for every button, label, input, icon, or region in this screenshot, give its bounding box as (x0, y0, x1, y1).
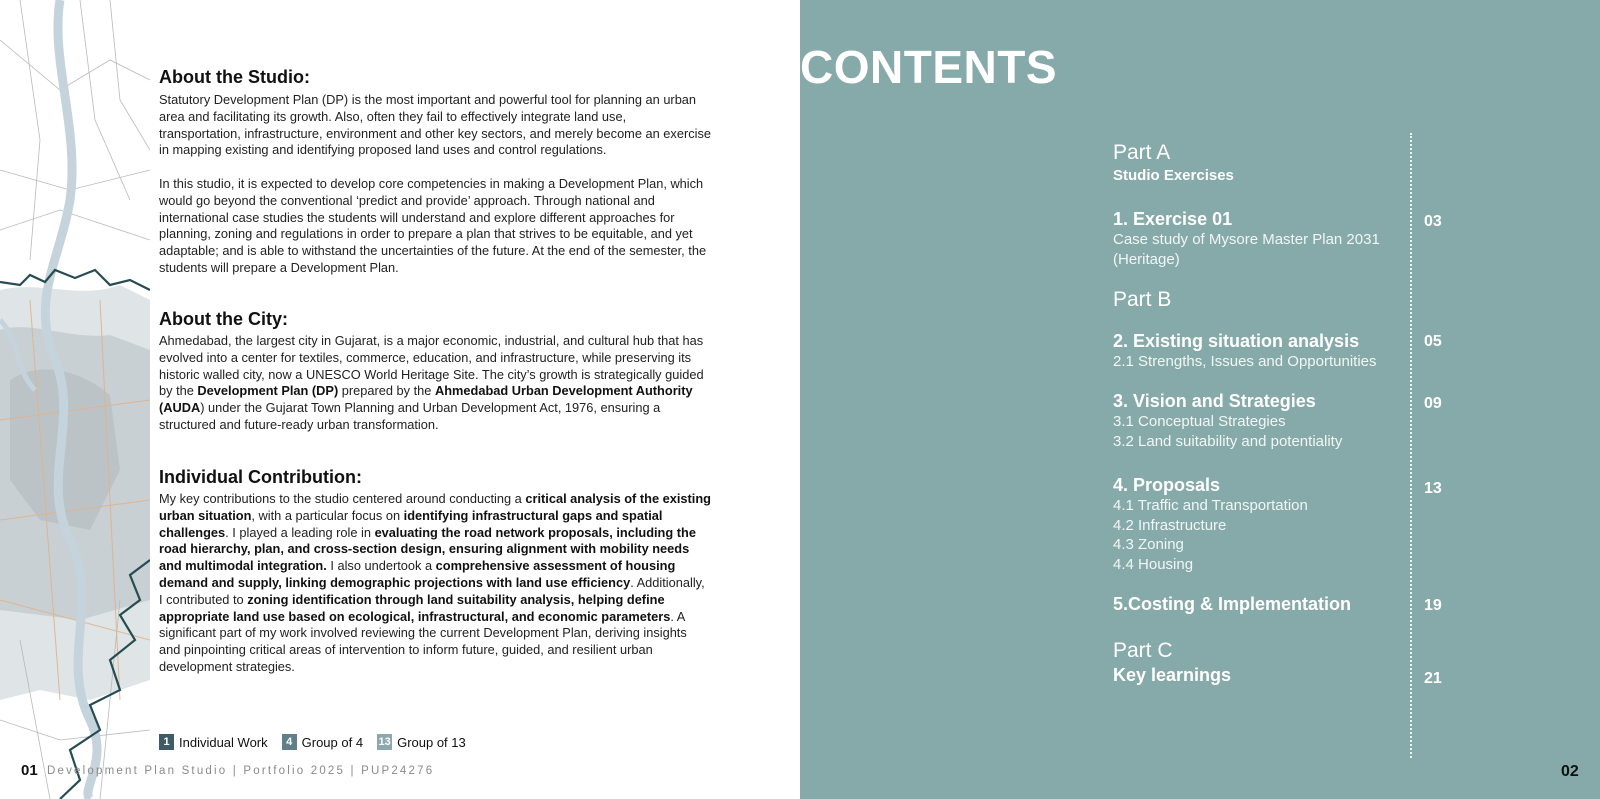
footer-caption: Development Plan Studio | Portfolio 2025 | PUP24276 (47, 765, 435, 777)
contribution-segment-6: I also undertook a (326, 558, 436, 574)
toc-proposals-sub-2: 4.2 Infrastructure (1113, 516, 1227, 534)
city-segment-2: prepared by the (338, 383, 435, 399)
contribution-segment-8: . Additionally, I contributed to (159, 574, 705, 607)
toc-entry-costing[interactable] (1113, 593, 1351, 615)
legend-label-group-4: Group of 4 (301, 734, 364, 750)
ahmedabad-map-graphic (0, 0, 150, 799)
left-page-number: 01 (21, 762, 38, 779)
contribution-segment-9: zoning identification through land suitability analysis, helping define appropriate land use based on ecological, infrastructural, and economic parameters (159, 591, 671, 624)
toc-part-c[interactable] (1113, 638, 1231, 686)
legend-item-group-13 (377, 734, 466, 750)
toc-costing-title: 5.Costing & Implementation (1113, 594, 1352, 614)
right-page-number: 02 (1561, 763, 1579, 780)
toc-existing-sub-1: 2.1 Strengths, Issues and Opportunities (1113, 353, 1377, 370)
toc-existing-title: 2. Existing situation analysis (1113, 331, 1360, 351)
contribution-segment-2: , with a particular focus on (251, 507, 404, 523)
city-segment-1: Development Plan (DP) (197, 383, 339, 399)
contribution-segment-3: identifying infrastructural gaps and spatial challenges (159, 507, 663, 540)
toc-exercise-sub-2: (Heritage) (1113, 250, 1180, 268)
about-studio-paragraph-1: Statutory Development Plan (DP) is the most important and powerful tool for planning an urban area and facilitating its growth. Also, often they fail to effectively integrate land use, transportation, infrastructure, environment and other key sectors, and merely become an exercise in mapping existing and identifying proposed land uses and control regulations. (159, 92, 711, 158)
toc-exercise-sub-1: Case study of Mysore Master Plan 2031 (1113, 231, 1380, 248)
toc-existing-page: 05 (1424, 333, 1442, 350)
about-city-heading: About the City: (159, 309, 288, 329)
contribution-segment-7: comprehensive assessment of housing demand and supply, linking demographic projections with land use efficiency (159, 558, 676, 590)
toc-proposals-sub-4: 4.4 Housing (1113, 555, 1194, 573)
about-city-paragraph (159, 333, 711, 434)
toc-vision-sub-1: 3.1 Conceptual Strategies (1113, 413, 1286, 430)
toc-exercise-page: 03 (1424, 213, 1442, 230)
toc-proposals-title: 4. Proposals (1113, 475, 1221, 495)
toc-part-b (1113, 287, 1171, 313)
legend-label-individual: Individual Work (179, 734, 268, 750)
about-studio-paragraph-2: In this studio, it is expected to develop core competencies in making a Development Plan, which would go beyond the conventional ‘predict and provide’ approach. Through national and international case studies the students will understand and explore different approaches for planning, zoning and regulations in order to prepare a plan that strives to be equitable, and yet adaptable; and is able to withstand the uncertainties of the future. At the end of the semester, the students will prepare a Development Plan. (159, 176, 707, 275)
toc-vision-title: 3. Vision and Strategies (1113, 391, 1316, 411)
legend-badge-group-13: 13 (378, 736, 391, 748)
about-studio-heading: About the Studio: (159, 67, 310, 87)
city-segment-0: Ahmedabad, the largest city in Gujarat, is a major economic, industrial, and cultural hub that has evolved into a center for textiles, commerce, education, and infrastructure, while preserving its historic walled city, now a UNESCO World Heritage Site. The city’s growth is strategically guided by the (159, 333, 704, 399)
toc-entry-vision[interactable] (1113, 390, 1342, 451)
toc-part-b-label: Part B (1113, 288, 1172, 311)
city-segment-3: Ahmedabad Urban Development Authority (AUDA (159, 383, 693, 416)
toc-proposals-sub-1: 4.1 Traffic and Transportation (1113, 497, 1308, 514)
toc-proposals-sub-3: 4.3 Zoning (1113, 536, 1184, 553)
toc-part-a-subtitle: Studio Exercises (1113, 167, 1234, 184)
legend-badge-group-4: 4 (282, 734, 297, 750)
toc-proposals-page: 13 (1424, 480, 1442, 497)
toc-entry-proposals[interactable] (1113, 474, 1308, 574)
toc-exercise-title: 1. Exercise 01 (1113, 209, 1233, 229)
city-map-strip (0, 0, 150, 799)
contribution-segment-10: . A significant part of my work involved reviewing the current Development Plan, deriving insights and pinpointing critical areas of intervention to inform future, guided, and resilient urban development strategies. (159, 608, 687, 674)
toc-part-a-label: Part A (1113, 141, 1171, 164)
individual-contribution-heading: Individual Contribution: (159, 467, 362, 487)
toc-entry-exercise[interactable] (1113, 208, 1380, 269)
toc-part-c-subtitle: Key learnings (1113, 665, 1232, 685)
legend-badge-individual: 1 (159, 734, 174, 750)
legend-label-group-13: Group of 13 (397, 734, 466, 750)
toc-vision-page: 09 (1424, 395, 1442, 412)
toc-part-c-label: Part C (1113, 639, 1173, 662)
contribution-segment-1: critical analysis of the existing urban situation (159, 491, 711, 523)
individual-contribution-paragraph (159, 491, 711, 676)
toc-costing-page: 19 (1424, 597, 1442, 614)
city-segment-4: ) under the Gujarat Town Planning and Urban Development Act, 1976, ensuring a structured and future-ready urban transformation. (159, 400, 661, 432)
work-type-legend (159, 734, 480, 750)
toc-entry-existing[interactable] (1113, 330, 1377, 372)
contribution-segment-5: evaluating the road network proposals, including the road hierarchy, plan, and cross-section design, ensuring alignment with mobility needs and multimodal integration. (159, 524, 696, 574)
toc-part-a (1113, 140, 1234, 186)
contents-divider (1410, 133, 1412, 758)
legend-item-group-4 (282, 734, 363, 750)
toc-vision-sub-2: 3.2 Land suitability and potentiality (1113, 432, 1343, 450)
contents-title: CONTENTS (800, 41, 1057, 93)
contribution-segment-4: . I played a leading role in (225, 524, 375, 540)
legend-item-individual (159, 734, 268, 750)
contribution-segment-0: My key contributions to the studio centered around conducting a (159, 491, 526, 506)
toc-part-c-page: 21 (1424, 670, 1442, 687)
